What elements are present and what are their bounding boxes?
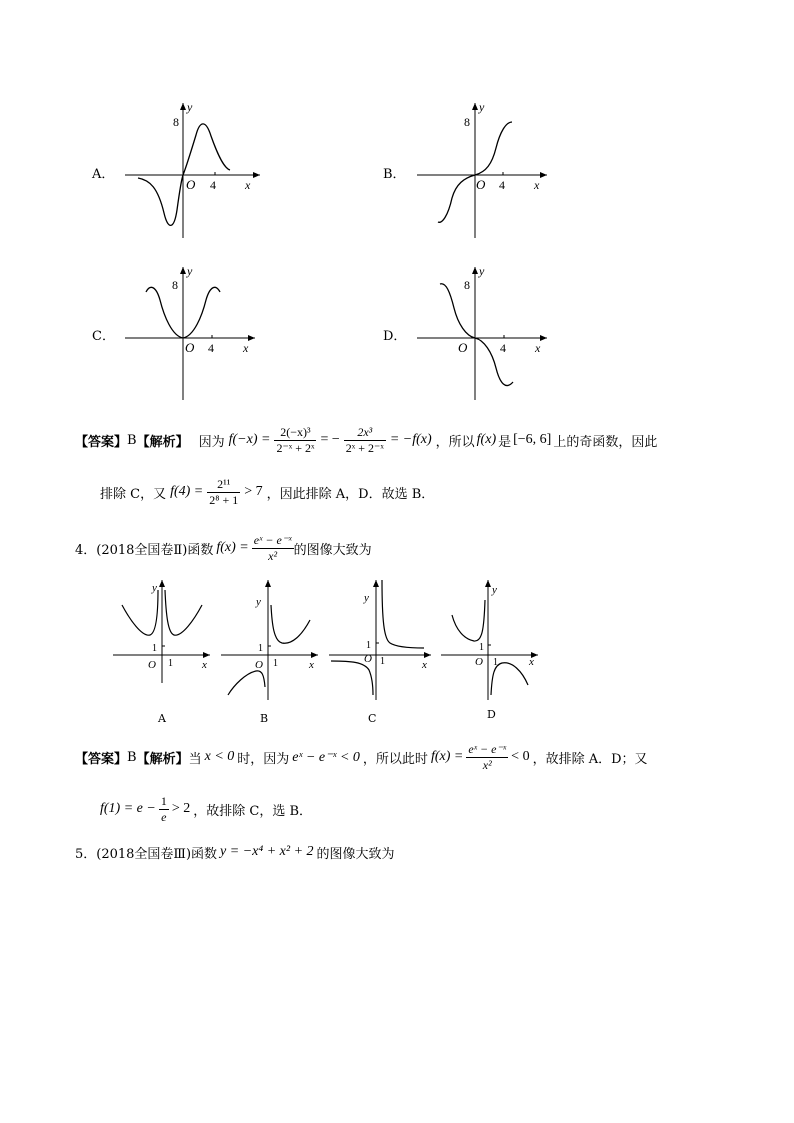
one-y-label: 1 xyxy=(258,643,263,654)
because-text: 时，因为 xyxy=(237,751,290,767)
f4-text: f(4) = xyxy=(170,484,204,499)
answer-choice: B xyxy=(127,432,137,448)
xtick-label: 4 xyxy=(210,178,216,192)
q4-fraction-den: x² xyxy=(268,548,278,563)
gt2-text: > 2 xyxy=(171,801,191,816)
is-text: 是 xyxy=(498,434,512,450)
q3-answer-line1 xyxy=(75,422,657,458)
origin-label: O xyxy=(364,653,372,665)
x-axis-label: x xyxy=(529,656,534,668)
origin-label: O xyxy=(185,340,195,355)
x-axis-label: x xyxy=(202,659,207,671)
q4-answer-fraction xyxy=(466,742,508,773)
fraction-1-den: 2⁻ˣ + 2ˣ xyxy=(276,440,315,455)
f1-text: f(1) = e − xyxy=(100,801,156,816)
q4-fx: f(x) = xyxy=(216,540,249,555)
fraction-1 xyxy=(274,425,316,456)
q4-graph-b xyxy=(218,575,323,705)
eq-end: = −f(x) xyxy=(389,432,432,447)
y-axis-label: y xyxy=(187,264,193,278)
answer-tag: 【答案】 xyxy=(75,751,128,767)
q4-answer-line2 xyxy=(100,790,312,828)
one-x-label: 1 xyxy=(273,658,278,669)
when-text: 当 xyxy=(188,751,202,767)
option-d-graph xyxy=(412,262,562,404)
expr-text: eˣ − e⁻ˣ < 0 xyxy=(292,749,360,765)
fraction-den: x² xyxy=(482,757,492,772)
origin-label: O xyxy=(255,659,263,671)
x-axis-label: x xyxy=(309,659,314,671)
ytick-label: 8 xyxy=(173,115,179,129)
fraction-num: 1 xyxy=(160,793,167,808)
x-axis-label: x xyxy=(535,341,541,355)
fx-text: f(x) = xyxy=(430,749,464,764)
q4-caption-d: D xyxy=(487,708,496,721)
answer-tag: 【答案】 xyxy=(75,434,128,450)
x-axis-label: x xyxy=(534,178,540,192)
ytick-label: 8 xyxy=(464,278,470,292)
one-y-label: 1 xyxy=(152,643,157,654)
fraction-num: eˣ − e⁻ˣ xyxy=(468,741,507,756)
line2-b: ，因此排除 A，D．故选 B． xyxy=(266,486,435,502)
answer-choice: B xyxy=(127,749,137,765)
option-a-graph xyxy=(120,98,270,243)
q4-graph-a xyxy=(110,575,215,685)
end-text: ，故排除 C，选 B． xyxy=(193,803,312,819)
xtick-label: 4 xyxy=(500,341,506,355)
option-b-graph xyxy=(412,98,562,243)
fx-text: f(x) xyxy=(476,432,497,447)
so-text: ，所以 xyxy=(435,434,475,450)
line2-a: 排除 C，又 xyxy=(100,486,167,502)
fraction-3-den: 2⁸ + 1 xyxy=(209,492,239,507)
y-axis-label: y xyxy=(492,584,497,596)
q4-caption-b: B xyxy=(260,712,269,725)
analysis-tag: 【解析】 xyxy=(136,751,189,767)
q4-stem-b: 的图像大致为 xyxy=(293,542,372,558)
fraction-2-num: 2x³ xyxy=(344,425,386,441)
fraction-den: e xyxy=(161,809,167,824)
cond-text: x < 0 xyxy=(204,749,235,764)
f-neg-x: f(−x) = xyxy=(228,432,271,447)
q4-fraction-num: eˣ − e⁻ˣ xyxy=(253,532,292,547)
y-axis-label: y xyxy=(256,596,261,608)
q4-caption-a: A xyxy=(158,712,166,725)
one-x-label: 1 xyxy=(380,656,385,667)
one-x-label: 1 xyxy=(168,658,173,669)
y-axis-label: y xyxy=(479,264,485,278)
option-a-label: A． xyxy=(92,167,115,182)
origin-label: O xyxy=(186,177,196,192)
q5-stem-a: 5．(2018全国卷Ⅲ)函数 xyxy=(75,846,218,862)
fraction-1-num: 2(−x)³ xyxy=(274,425,316,441)
y-axis-label: y xyxy=(364,592,369,604)
q4-stem-a: 4．(2018全国卷Ⅱ)函数 xyxy=(75,542,214,558)
option-c-label: C． xyxy=(92,329,115,344)
q5-stem-b: 的图像大致为 xyxy=(316,846,395,862)
q4-answer-line1 xyxy=(75,738,648,776)
origin-label: O xyxy=(148,659,156,671)
one-y-label: 1 xyxy=(479,642,484,653)
x-axis-label: x xyxy=(422,659,427,671)
odd-text: 上的奇函数，因此 xyxy=(553,434,658,450)
ytick-label: 8 xyxy=(464,115,470,129)
one-x-label: 1 xyxy=(493,657,498,668)
fraction-3-num: 2¹¹ xyxy=(207,477,240,493)
q4-fraction xyxy=(252,533,294,564)
y-axis-label: y xyxy=(152,582,157,594)
option-c-graph xyxy=(120,262,270,404)
x-axis-label: x xyxy=(243,341,249,355)
because-text: 因为 xyxy=(198,434,225,450)
fraction-2 xyxy=(344,425,386,456)
fraction-3 xyxy=(207,477,240,508)
xtick-label: 4 xyxy=(499,178,505,192)
q5-stem xyxy=(75,842,395,862)
q4-caption-c: C xyxy=(368,712,377,725)
y-axis-label: y xyxy=(479,100,485,114)
option-b-label: B． xyxy=(383,167,406,182)
x-axis-label: x xyxy=(245,178,251,192)
origin-label: O xyxy=(476,177,486,192)
y-axis-label: y xyxy=(187,100,193,114)
xtick-label: 4 xyxy=(208,341,214,355)
ytick-label: 8 xyxy=(172,278,178,292)
q4-graph-d xyxy=(438,575,543,705)
q5-expr: y = −x⁴ + x² + 2 xyxy=(220,844,314,859)
q4-graph-c xyxy=(326,575,436,705)
so-text: ，所以此时 xyxy=(362,751,428,767)
analysis-tag: 【解析】 xyxy=(136,434,189,450)
fraction-2-den: 2ˣ + 2⁻ˣ xyxy=(345,440,384,455)
origin-label: O xyxy=(475,656,483,668)
q4-answer-fraction-2 xyxy=(159,794,169,825)
one-y-label: 1 xyxy=(366,640,371,651)
origin-label: O xyxy=(458,340,468,355)
lt0-text: < 0 xyxy=(511,749,530,764)
eq-minus: = − xyxy=(320,432,340,447)
exclude-text: ，故排除 A．D；又 xyxy=(532,751,648,767)
q4-stem xyxy=(75,528,372,568)
option-d-label: D． xyxy=(383,329,407,344)
q3-answer-line2 xyxy=(100,474,434,510)
interval-text: [−6, 6] xyxy=(513,432,552,447)
gt7-text: > 7 xyxy=(244,484,263,499)
